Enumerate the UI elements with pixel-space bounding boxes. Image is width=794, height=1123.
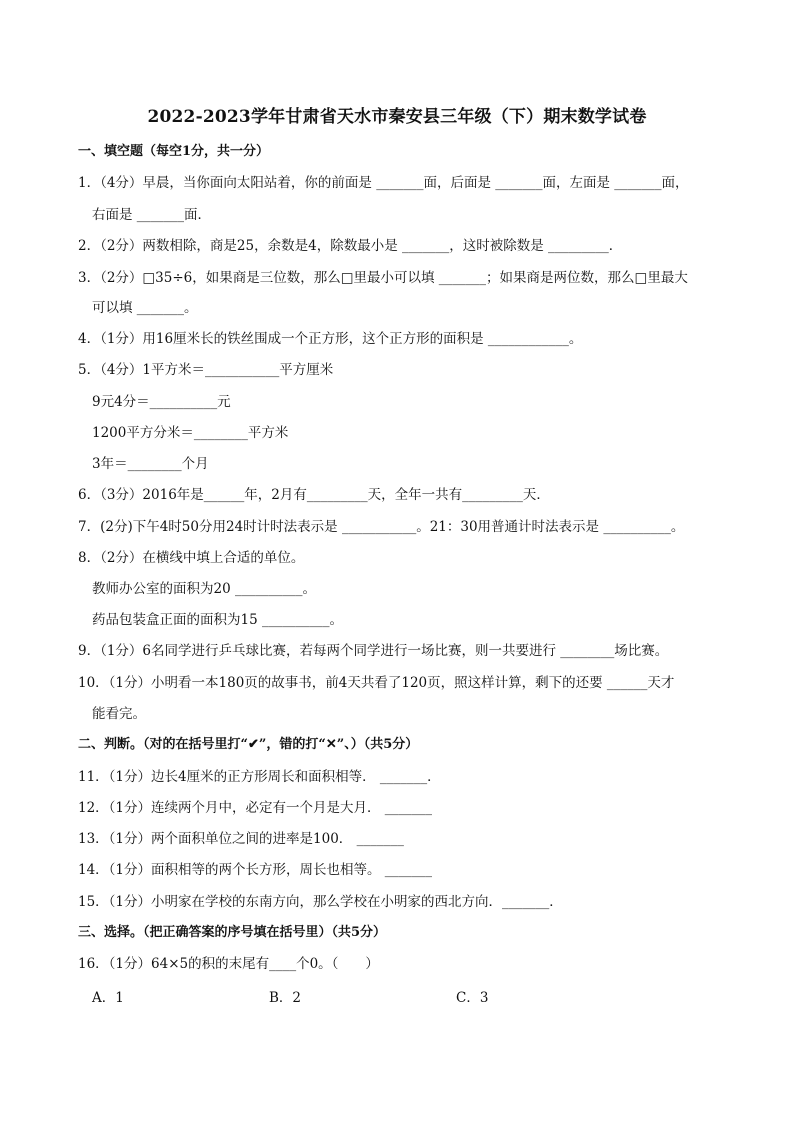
question-4: 4．（1分）用16厘米长的铁丝围成一个正方形，这个正方形的面积是 ____________。 — [78, 331, 583, 347]
question-1-line-2: 右面是 _______面． — [92, 207, 212, 223]
question-10-line-2: 能看完。 — [92, 706, 146, 722]
question-12: 12．（1分）连续两个月中，必定有一个月是大月． _______ — [78, 800, 433, 816]
question-8-line-1: 8．（2分）在横线中填上合适的单位。 — [78, 550, 305, 566]
question-16: 16．（1分）64×5的积的末尾有____个0。（ ） — [78, 956, 379, 972]
question-5-line-4: 3年＝________个月 — [92, 456, 209, 472]
question-8-line-3: 药品包装盒正面的面积为15 __________。 — [92, 612, 343, 628]
section-judgment-heading: 二、判断。（对的在括号里打“✔”，错的打“✕”、）（共5分） — [78, 737, 419, 752]
question-16-option-a: A．1 — [92, 990, 124, 1006]
section-choice-heading: 三、选择。（把正确答案的序号填在括号里）（共5分） — [78, 925, 387, 940]
question-6: 6．（3分）2016年是______年，2月有_________天，全年一共有_________天． — [78, 487, 550, 503]
question-5-line-1: 5．（4分）1平方米＝___________平方厘米 — [78, 362, 334, 378]
question-1-line-1: 1．（4分）早晨，当你面向太阳站着，你的前面是 _______面，后面是 _______面，左面是 _______面， — [78, 175, 689, 191]
question-5-line-3: 1200平方分米＝________平方米 — [92, 425, 289, 441]
question-9: 9．（1分）6名同学进行乒乓球比赛，若每两个同学进行一场比赛，则一共要进行 ________场比赛。 — [78, 643, 669, 659]
question-2: 2．（2分）两数相除，商是25，余数是4，除数最小是 _______，这时被除数是 _________． — [78, 238, 623, 254]
question-7: 7．(2分)下午4时50分用24时计时法表示是 ___________。21：30用普通计时法表示是 __________。 — [78, 519, 685, 535]
question-15: 15．（1分）小明家在学校的东南方向，那么学校在小明家的西北方向．_______． — [78, 894, 563, 910]
question-8-line-2: 教师办公室的面积为20 __________。 — [92, 581, 316, 597]
question-11: 11．（1分）边长4厘米的正方形周长和面积相等． _______． — [78, 769, 441, 785]
question-10-line-1: 10．（1分）小明看一本180页的故事书，前4天共看了120页，照这样计算，剩下的还要 ______天才 — [78, 675, 675, 691]
question-3-line-2: 可以填 _______。 — [92, 300, 198, 316]
question-5-line-2: 9元4分＝__________元 — [92, 394, 231, 410]
section-fill-blank-heading: 一、填空题（每空1分，共一分） — [78, 144, 270, 159]
question-16-option-c: C．3 — [456, 990, 489, 1006]
exam-title: 2022-2023学年甘肃省天水市秦安县三年级（下）期末数学试卷 — [147, 107, 647, 127]
question-13: 13．（1分）两个面积单位之间的进率是100． _______ — [78, 831, 404, 847]
question-14: 14．（1分）面积相等的两个长方形，周长也相等。 _______ — [78, 862, 433, 878]
question-16-option-b: B．2 — [269, 990, 302, 1006]
question-3-line-1: 3．（2分）□35÷6，如果商是三位数，那么□里最小可以填 _______；如果商是两位数，那么□里最大 — [78, 270, 688, 286]
